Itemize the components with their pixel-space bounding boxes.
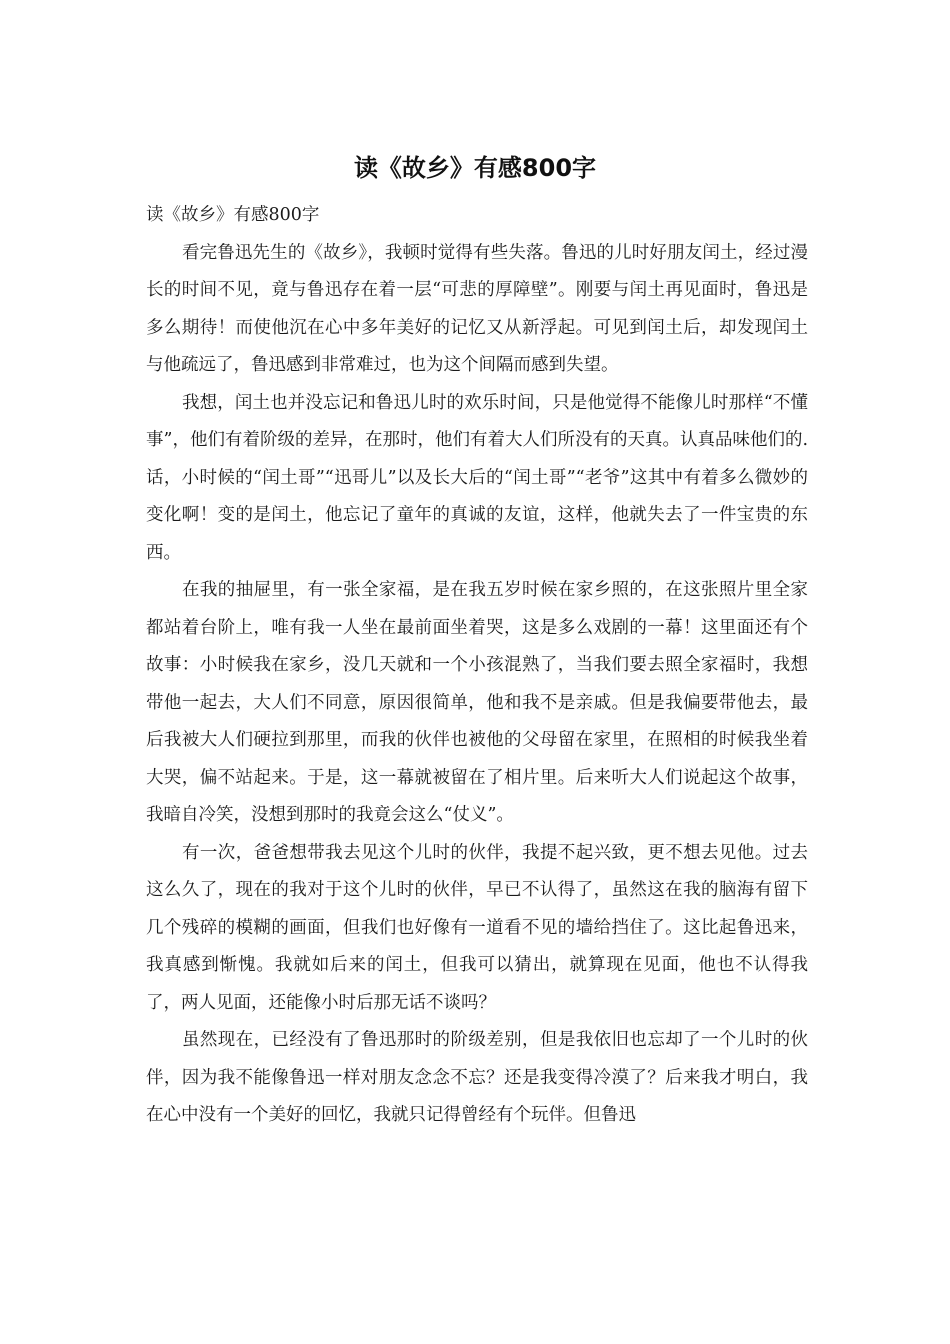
paragraph-3: 在我的抽屉里，有一张全家福，是在我五岁时候在家乡照的，在这张照片里全家都站着台阶上，唯有我一人坐在最前面坐着哭，这是多么戏剧的一幕！这里面还有个故事：小时候我在家乡，没几天就和一个小孩混熟了，当我们要去照全家福时，我想带他一起去，大人们不同意，原因很简单，他和我不是亲戚。但是我偏要带他去，最后我被大人们硬拉到那里，而我的伙伴也被他的父母留在家里，在照相的时候我坐着大哭，偏不站起来。于是，这一幕就被留在了相片里。后来听大人们说起这个故事，我暗自冷笑，没想到那时的我竟会这么“仗义”。 [146,580,808,825]
document-subtitle: 读《故乡》有感800字 [146,205,320,225]
paragraph-1: 看完鲁迅先生的《故乡》，我顿时觉得有些失落。鲁迅的儿时好朋友闰土，经过漫长的时间不见，竟与鲁迅存在着一层“可悲的厚障壁”。刚要与闰土再见面时，鲁迅是多么期待！而使他沉在心中多年美好的记忆又从新浮起。可见到闰土后，却发现闰土与他疏远了，鲁迅感到非常难过，也为这个间隔而感到失望。 [146,242,808,375]
document-title: 读《故乡》有感800字 [353,154,597,182]
paragraph-2: 我想，闰土也并没忘记和鲁迅儿时的欢乐时间，只是他觉得不能像儿时那样“不懂事”，他们有着阶级的差异，在那时，他们有着大人们所没有的天真。认真品味他们的.话，小时候的“闰土哥”“迅哥儿”以及长大后的“闰土哥”“老爷”这其中有着多么微妙的变化啊！变的是闰土，他忘记了童年的真诚的友谊，这样，他就失去了一件宝贵的东西。 [146,392,809,563]
paragraph-4: 有一次，爸爸想带我去见这个儿时的伙伴，我提不起兴致，更不想去见他。过去这么久了，现在的我对于这个儿时的伙伴，早已不认得了，虽然这在我的脑海有留下几个残碎的模糊的画面，但我们也好像有一道看不见的墙给挡住了。这比起鲁迅来，我真感到惭愧。我就如后来的闰土，但我可以猜出，就算现在见面，他也不认得我了，两人见面，还能像小时后那无话不谈吗？ [146,842,808,1013]
document-body [146,197,808,1135]
paragraph-5: 虽然现在，已经没有了鲁迅那时的阶级差别，但是我依旧也忘却了一个儿时的伙伴，因为我不能像鲁迅一样对朋友念念不忘？还是我变得冷漠了？后来我才明白，我在心中没有一个美好的回忆，我就只记得曾经有个玩伴。但鲁迅 [146,1030,808,1125]
